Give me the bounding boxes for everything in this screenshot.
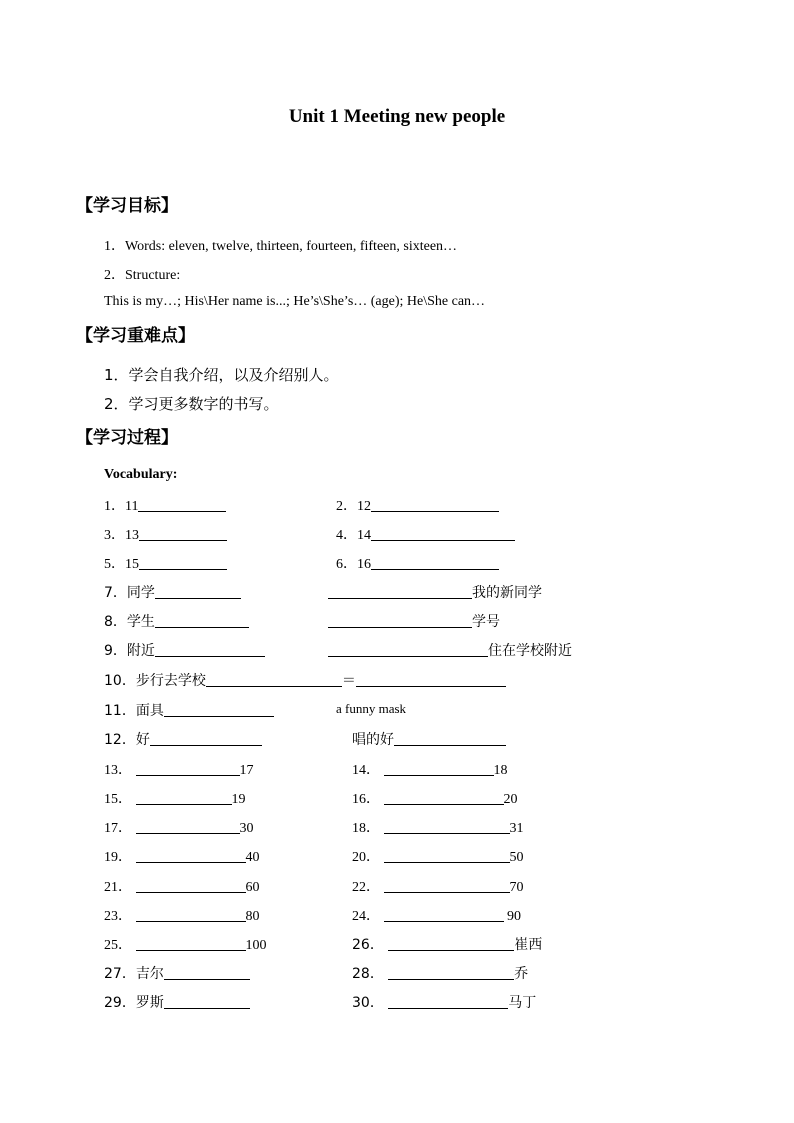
exercise-number: 11． (104, 703, 136, 719)
answer-blank[interactable] (371, 497, 499, 512)
exercise-prompt: 70 (509, 880, 524, 895)
exercise-prompt: 100 (245, 938, 267, 953)
exercise-6 (336, 553, 499, 573)
exercise-prompt: 20 (503, 792, 518, 807)
answer-blank[interactable] (139, 526, 227, 541)
answer-blank[interactable] (136, 936, 246, 951)
exercise-number: 22． (352, 880, 380, 895)
answer-blank[interactable] (384, 907, 504, 922)
exercise-18 (352, 817, 524, 837)
answer-blank[interactable] (136, 790, 232, 805)
exercise-23 (104, 905, 260, 925)
answer-blank[interactable] (371, 555, 499, 570)
exercise-prompt: 17 (239, 763, 254, 778)
exercise-prompt: 90 (503, 909, 521, 924)
exercise-12 (104, 729, 262, 749)
exercise-number: 21． (104, 880, 132, 895)
vocabulary-label: Vocabulary: (104, 467, 178, 482)
answer-blank[interactable] (136, 761, 240, 776)
exercise-number: 20． (352, 850, 380, 865)
exercise-prompt: 同学 (126, 585, 155, 601)
exercise-number: 5． (104, 557, 125, 572)
exercise-prompt: 30 (239, 821, 254, 836)
answer-blank[interactable] (388, 965, 514, 980)
exercise-prompt: 附近 (126, 643, 155, 659)
exercise-21 (104, 876, 260, 896)
exercise-prompt: 15 (125, 557, 139, 572)
exercise-number: 19． (104, 850, 132, 865)
exercise-14 (352, 759, 508, 779)
exercise-number: 2． (336, 499, 357, 514)
section-heading-key-points: 【学习重难点】 (76, 326, 195, 346)
exercise-prompt: 31 (509, 821, 524, 836)
exercise-28 (352, 963, 528, 983)
exercise-prompt: 崔西 (514, 937, 543, 953)
exercise-prompt: 60 (245, 880, 260, 895)
exercise-prompt: 学号 (472, 614, 500, 630)
exercise-26 (352, 934, 542, 954)
answer-blank[interactable] (394, 731, 506, 746)
exercise-4 (336, 524, 515, 544)
answer-blank[interactable] (155, 613, 249, 628)
exercise-prompt: 马丁 (508, 995, 537, 1011)
answer-blank[interactable] (155, 642, 265, 657)
key-point-1 (104, 364, 339, 385)
answer-blank[interactable] (328, 613, 472, 628)
exercise-number: 10． (104, 673, 136, 689)
exercise-number: 1． (104, 499, 125, 514)
exercise-number: 6． (336, 557, 357, 572)
exercise-prompt: 罗斯 (135, 995, 164, 1011)
exercise-number: 25． (104, 938, 132, 953)
exercise-prompt: 唱的好 (352, 732, 394, 748)
goal-item-1-number: 1． (104, 239, 125, 254)
goal-item-1 (104, 235, 457, 255)
exercise-number: 18． (352, 821, 380, 836)
goal-item-1-text: Words: eleven, twelve, thirteen, fourteen, fifteen, sixteen… (125, 239, 458, 254)
exercise-17 (104, 817, 254, 837)
exercise-number: 12． (104, 732, 136, 748)
answer-blank[interactable] (164, 965, 250, 980)
key-point-2-text: 学习更多数字的书写。 (128, 395, 279, 413)
exercise-prompt: 12 (357, 499, 371, 514)
exercise-prompt: 19 (231, 792, 246, 807)
exercise-8 (104, 611, 249, 631)
exercise-prompt: 13 (125, 528, 139, 543)
exercise-prompt: 50 (509, 850, 524, 865)
exercise-29 (104, 992, 250, 1012)
exercise-number: 15． (104, 792, 132, 807)
key-point-2-number: 2． (104, 395, 129, 413)
answer-blank[interactable] (206, 672, 342, 687)
exercise-prompt: 住在学校附近 (488, 643, 572, 659)
exercise-11-right: a funny mask (336, 701, 407, 716)
exercise-20 (352, 846, 524, 866)
exercise-prompt: 吉尔 (135, 966, 164, 982)
exercise-number: 27． (104, 966, 136, 982)
exercise-number: 29． (104, 995, 136, 1011)
exercise-number: 23． (104, 909, 132, 924)
structure-line: This is my…; His\Her name is...; He’s\She’s… (age); He\She can… (104, 294, 486, 309)
equals-sign: ＝ (341, 673, 356, 689)
exercise-15 (104, 788, 246, 808)
exercise-prompt: 14 (357, 528, 371, 543)
exercise-number: 28． (352, 966, 384, 982)
answer-blank[interactable] (356, 672, 506, 687)
exercise-number: 16． (352, 792, 380, 807)
exercise-2 (336, 495, 499, 515)
exercise-number: 26． (352, 937, 384, 953)
exercise-prompt: 乔 (514, 966, 529, 982)
exercise-prompt: 40 (245, 850, 260, 865)
exercise-13 (104, 759, 254, 779)
exercise-3 (104, 524, 227, 544)
exercise-27 (104, 963, 250, 983)
exercise-7-right (328, 582, 542, 602)
goal-item-2-number: 2． (104, 268, 125, 283)
exercise-5 (104, 553, 227, 573)
exercise-prompt: 我的新同学 (472, 585, 542, 601)
exercise-prompt: 80 (245, 909, 260, 924)
answer-blank[interactable] (136, 907, 246, 922)
answer-blank[interactable] (139, 555, 227, 570)
answer-blank[interactable] (164, 994, 250, 1009)
exercise-number: 4． (336, 528, 357, 543)
exercise-number: 9． (104, 643, 127, 659)
answer-blank[interactable] (388, 936, 514, 951)
answer-blank[interactable] (136, 819, 240, 834)
answer-blank[interactable] (384, 761, 494, 776)
exercise-11 (104, 700, 274, 720)
exercise-number: 30． (352, 995, 384, 1011)
answer-blank[interactable] (138, 497, 226, 512)
page-title: Unit 1 Meeting new people (288, 106, 506, 127)
exercise-24 (352, 905, 521, 925)
exercise-prompt: 18 (493, 763, 508, 778)
exercise-prompt: 11 (125, 499, 139, 514)
exercise-prompt: 面具 (135, 703, 164, 719)
exercise-number: 3． (104, 528, 125, 543)
exercise-prompt: 16 (357, 557, 371, 572)
section-heading-goals: 【学习目标】 (76, 196, 178, 216)
key-point-1-number: 1． (104, 366, 129, 384)
answer-blank[interactable] (164, 702, 274, 717)
key-point-1-text: 学会自我介绍，以及介绍别人。 (128, 366, 339, 384)
answer-blank[interactable] (384, 819, 510, 834)
exercise-prompt: 步行去学校 (135, 673, 206, 689)
exercise-22 (352, 876, 524, 896)
exercise-9-right (328, 640, 572, 660)
exercise-8-right (328, 611, 500, 631)
section-heading-process: 【学习过程】 (76, 428, 178, 448)
exercise-16 (352, 788, 518, 808)
answer-blank[interactable] (328, 584, 472, 599)
goal-item-2 (104, 264, 180, 284)
exercise-number: 7． (104, 585, 127, 601)
exercise-number: 13． (104, 763, 132, 778)
exercise-10 (104, 670, 506, 690)
answer-blank[interactable] (136, 878, 246, 893)
exercise-number: 24． (352, 909, 380, 924)
exercise-19 (104, 846, 260, 866)
exercise-number: 14． (352, 763, 380, 778)
answer-blank[interactable] (384, 848, 510, 863)
answer-blank[interactable] (136, 848, 246, 863)
exercise-12-right (352, 729, 506, 749)
exercise-9 (104, 640, 265, 660)
exercise-prompt: 学生 (126, 614, 155, 630)
answer-blank[interactable] (150, 731, 262, 746)
goal-item-2-text: Structure: (125, 268, 181, 283)
exercise-30 (352, 992, 536, 1012)
key-point-2 (104, 393, 279, 414)
exercise-number: 8． (104, 614, 127, 630)
answer-blank[interactable] (388, 994, 508, 1009)
exercise-1 (104, 495, 226, 515)
answer-blank[interactable] (384, 878, 510, 893)
answer-blank[interactable] (155, 584, 241, 599)
exercise-prompt: 好 (135, 732, 150, 748)
answer-blank[interactable] (328, 642, 488, 657)
exercise-7 (104, 582, 241, 602)
answer-blank[interactable] (384, 790, 504, 805)
answer-blank[interactable] (371, 526, 515, 541)
exercise-number: 17． (104, 821, 132, 836)
exercise-25 (104, 934, 267, 954)
